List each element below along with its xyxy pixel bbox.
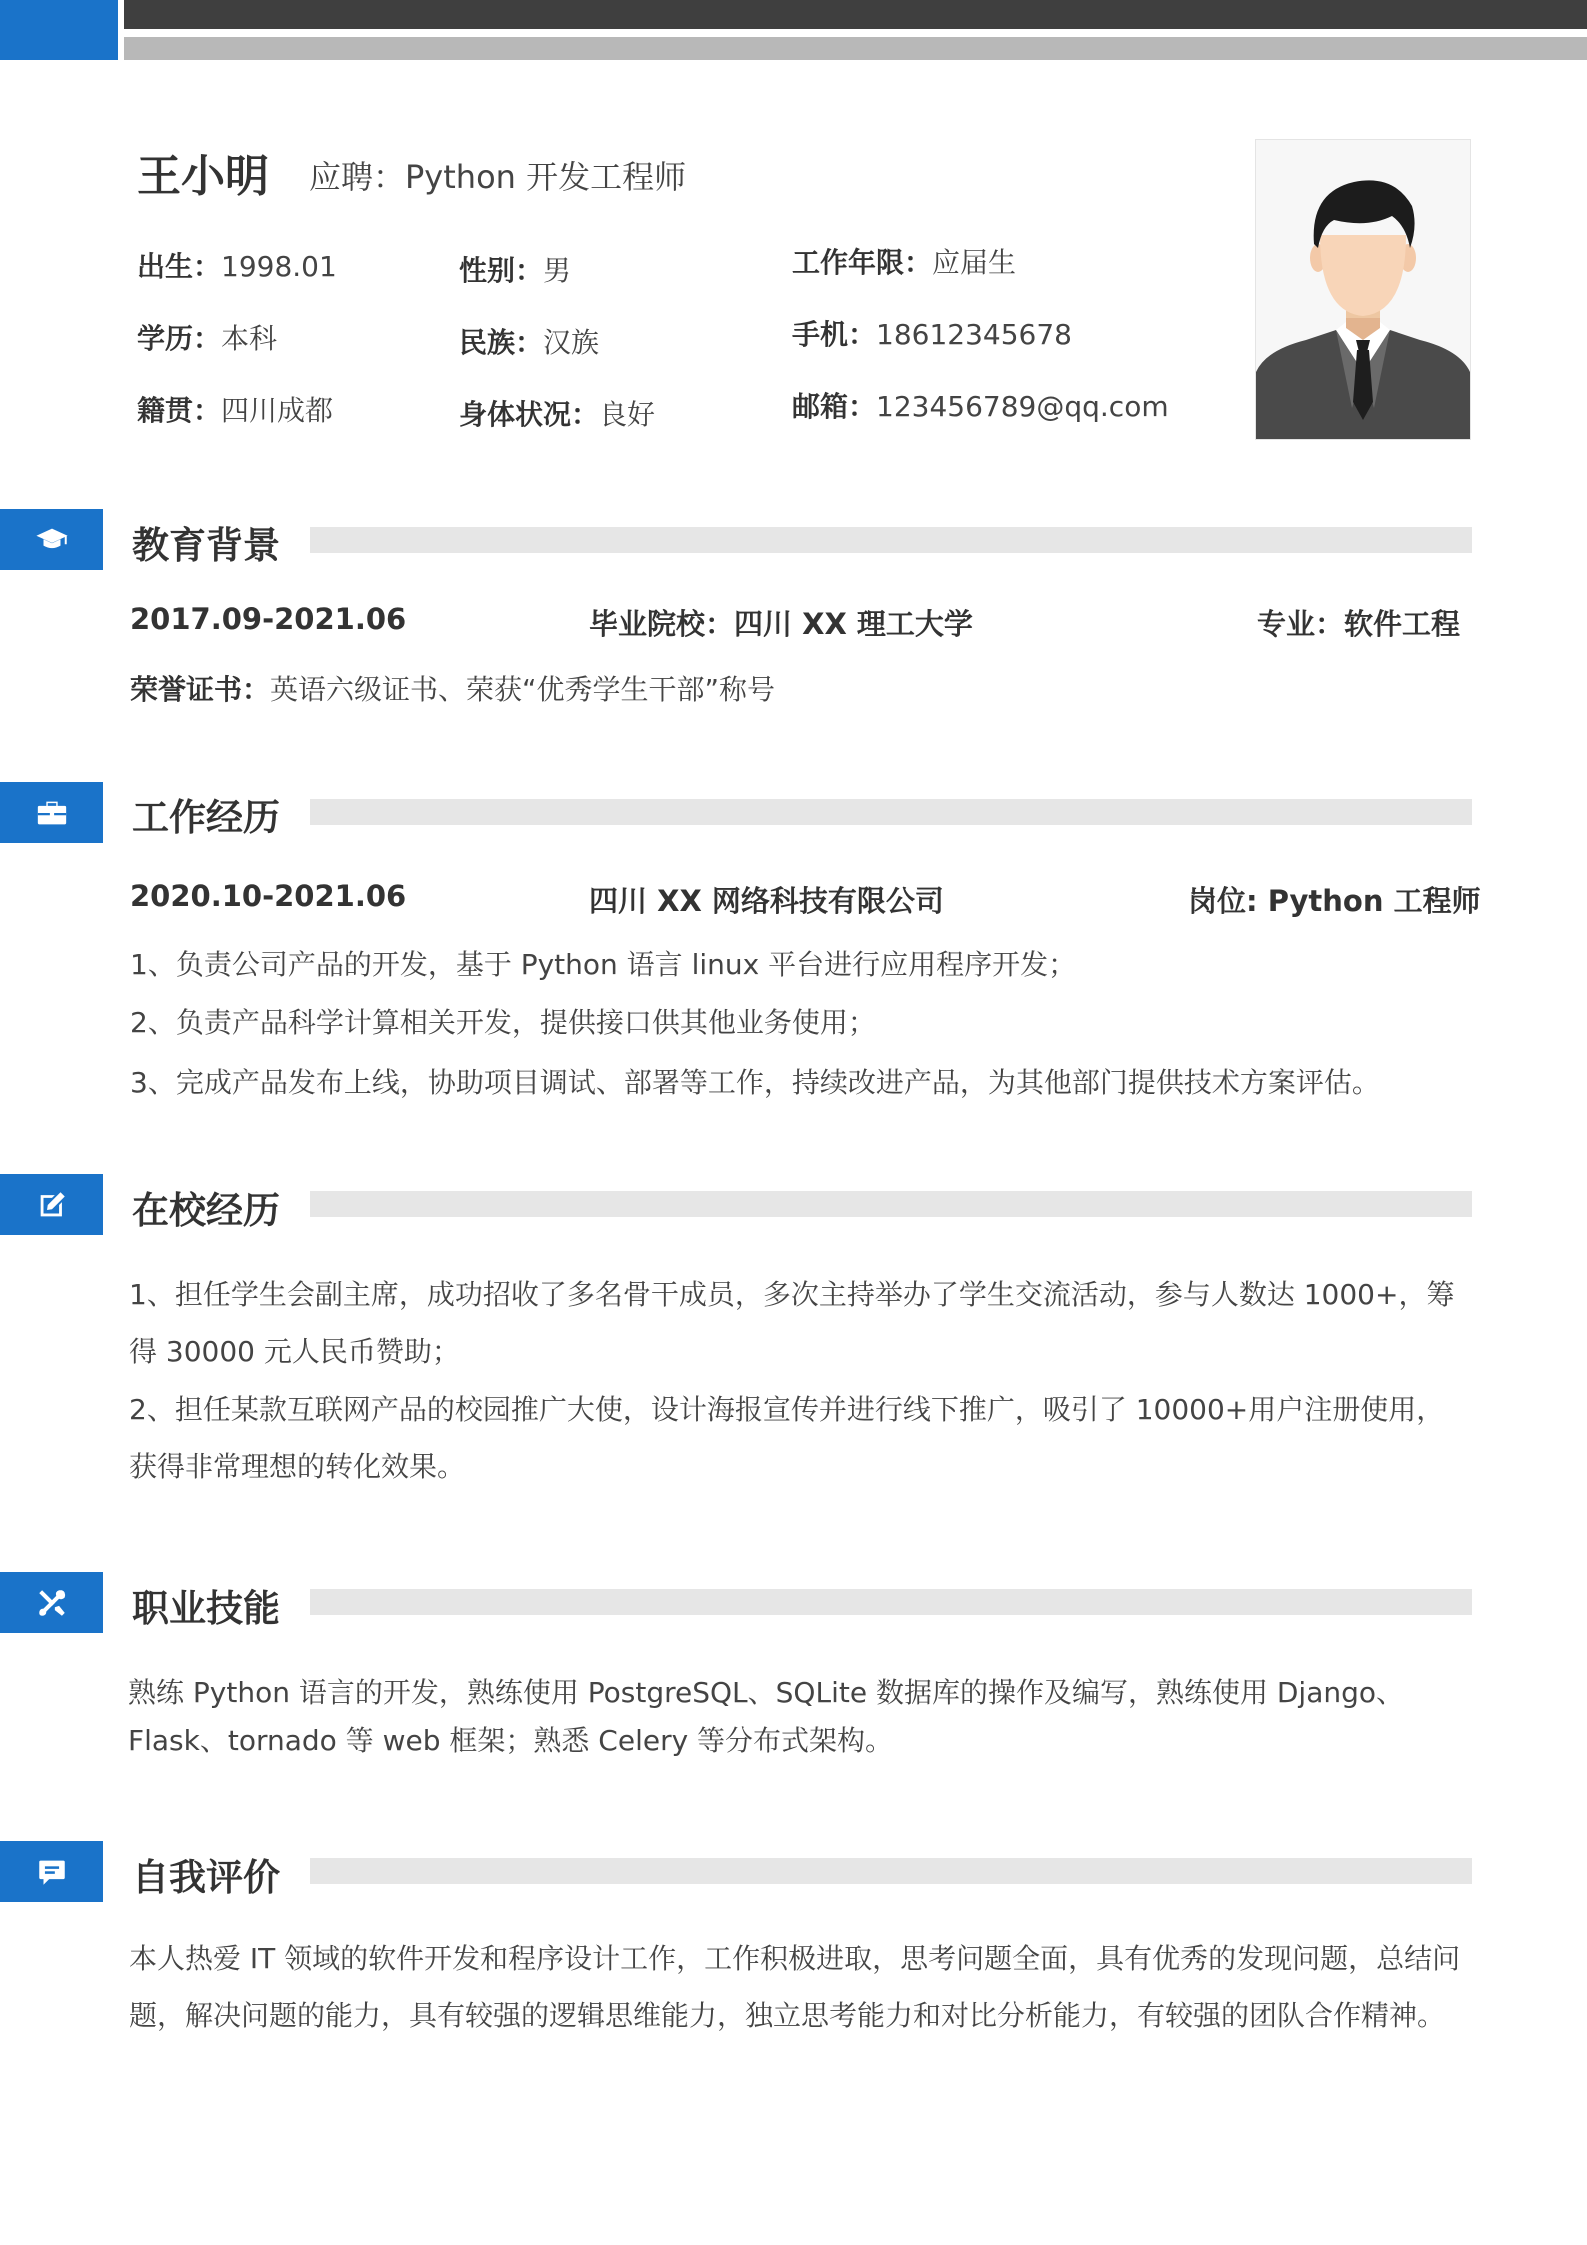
comment-icon (35, 1855, 69, 1889)
section-tab-skills (0, 1572, 103, 1633)
info-label: 出生： (137, 250, 222, 283)
info-value: 1998.01 (221, 250, 337, 283)
info-label: 籍贯： (137, 394, 222, 427)
info-label: 性别： (459, 254, 544, 287)
education-major: 专业：软件工程 (1257, 607, 1461, 641)
honors-label: 荣誉证书： (130, 673, 271, 706)
section-tab-work (0, 782, 103, 843)
job-target: 应聘：Python 开发工程师 (309, 158, 687, 196)
info-value: 四川成都 (221, 394, 334, 427)
info-label: 工作年限： (792, 246, 933, 279)
info-value: 本科 (221, 322, 278, 355)
info-label: 民族： (459, 326, 544, 359)
section-tab-self-eval (0, 1841, 103, 1902)
skills-text: 熟练 Python 语言的开发，熟练使用 PostgreSQL、SQLite 数据库的操作及编写，熟练使用 Django、Flask、tornado 等 web 框架；熟悉 Celery 等分布式架构。 (128, 1676, 1404, 1757)
work-position: 岗位: Python 工程师 (1188, 884, 1481, 918)
info-label: 邮箱： (792, 390, 877, 423)
avatar-illustration (1256, 140, 1470, 439)
section-title-work: 工作经历 (132, 796, 280, 839)
graduation-cap-icon (35, 523, 69, 557)
section-divider (310, 527, 1472, 553)
info-value: 18612345678 (876, 318, 1072, 351)
section-tab-campus (0, 1174, 103, 1235)
section-divider (310, 1191, 1472, 1217)
education-period: 2017.09-2021.06 (130, 602, 407, 636)
campus-item: 2、担任某款互联网产品的校园推广大使，设计海报宣传并进行线下推广，吸引了 10000+用户注册使用，获得非常理想的转化效果。 (129, 1393, 1445, 1483)
info-hometown (137, 389, 333, 429)
tools-icon (35, 1586, 69, 1620)
info-phone (792, 313, 1072, 353)
info-birth (137, 245, 337, 285)
section-divider (310, 799, 1472, 825)
info-label: 学历： (137, 322, 222, 355)
work-item: 2、负责产品科学计算相关开发，提供接口供其他业务使用； (130, 1006, 876, 1039)
campus-item: 1、担任学生会副主席，成功招收了多名骨干成员，多次主持举办了学生交流活动，参与人数达 1000+，筹得 30000 元人民币赞助； (129, 1278, 1455, 1368)
top-dark-bar (124, 0, 1587, 29)
info-value: 应届生 (932, 246, 1017, 279)
section-divider (310, 1858, 1472, 1884)
info-label: 身体状况： (459, 398, 600, 431)
section-title-skills: 职业技能 (132, 1587, 280, 1630)
edit-icon (35, 1188, 69, 1222)
education-school: 毕业院校：四川 XX 理工大学 (589, 607, 973, 641)
profile-photo (1255, 139, 1471, 440)
honors-value: 英语六级证书、荣获“优秀学生干部”称号 (270, 673, 776, 706)
section-tab-education (0, 509, 103, 570)
section-title-campus: 在校经历 (132, 1189, 280, 1232)
top-gray-bar (124, 37, 1587, 60)
info-gender (459, 249, 571, 289)
candidate-name: 王小明 (137, 151, 269, 202)
work-company: 四川 XX 网络科技有限公司 (589, 884, 944, 918)
info-education (137, 317, 277, 357)
info-health (459, 393, 655, 433)
info-value: 123456789@qq.com (876, 390, 1169, 423)
info-value: 男 (543, 254, 572, 287)
info-email (792, 385, 1169, 425)
work-item: 3、完成产品发布上线，协助项目调试、部署等工作，持续改进产品，为其他部门提供技术方案评估。 (130, 1066, 1380, 1099)
section-title-self-eval: 自我评价 (132, 1856, 280, 1899)
info-work-years (792, 241, 1016, 281)
info-value: 汉族 (543, 326, 600, 359)
education-honors (130, 668, 775, 708)
info-ethnicity (459, 321, 599, 361)
work-item: 1、负责公司产品的开发，基于 Python 语言 linux 平台进行应用程序开发； (130, 948, 1077, 981)
briefcase-icon (35, 796, 69, 830)
section-divider (310, 1589, 1472, 1615)
section-title-education: 教育背景 (132, 524, 280, 567)
info-label: 手机： (792, 318, 877, 351)
info-value: 良好 (599, 398, 656, 431)
work-period: 2020.10-2021.06 (130, 879, 407, 913)
top-accent-block (0, 0, 118, 60)
self-eval-text: 本人热爱 IT 领域的软件开发和程序设计工作，工作积极进取，思考问题全面，具有优秀的发现问题，总结问题，解决问题的能力，具有较强的逻辑思维能力，独立思考能力和对比分析能力，有较强的团队合作精神。 (129, 1942, 1461, 2032)
